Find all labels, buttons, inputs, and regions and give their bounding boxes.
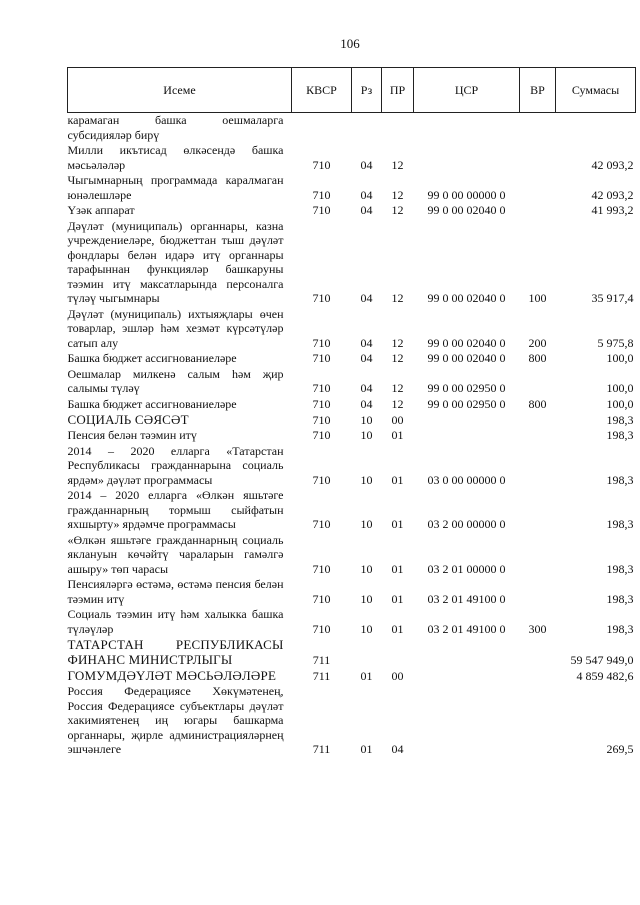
row-csr: 99 0 00 02950 0: [427, 381, 506, 395]
row-vr: 800: [528, 396, 547, 411]
row-pr: 12: [391, 187, 404, 202]
row-name: Башка бюджет ассигнованиеләре: [67, 351, 237, 365]
row-csr: [414, 143, 520, 173]
row-sum: 59 547 949,0: [570, 652, 634, 667]
row-kvsr: 711: [312, 742, 331, 756]
row-vr: [520, 668, 556, 684]
row-name: Чыгымнарның программада каралмаган юнәлешләре: [67, 173, 284, 202]
row-kvsr: 710: [312, 381, 331, 395]
row-sum: 4 859 482,6: [576, 668, 634, 683]
row-vr: [520, 637, 556, 668]
table-row: [68, 533, 636, 578]
row-pr: 01: [391, 428, 404, 442]
header-rz: Рз: [352, 68, 382, 113]
row-name: ГОМУМДӘҮЛӘТ МӘСЬӘЛӘЛӘРЕ: [67, 668, 277, 683]
row-sum: 100,0: [606, 396, 634, 411]
row-csr: 03 0 00 00000 0: [427, 472, 506, 487]
row-kvsr: 710: [312, 335, 331, 350]
row-csr: [414, 428, 520, 444]
table-row: [68, 577, 636, 607]
row-pr: 01: [391, 517, 404, 531]
row-name: Пенсия белән тәэмин итү: [67, 428, 197, 442]
table-row: [68, 203, 636, 219]
row-name: СОЦИАЛЬ СӘЯСӘТ: [67, 412, 189, 427]
row-rz: [352, 637, 382, 668]
row-vr: [520, 412, 556, 428]
row-kvsr: 710: [312, 157, 331, 172]
row-csr: 99 0 00 02950 0: [427, 396, 506, 411]
row-rz: 10: [360, 621, 373, 636]
row-sum: 42 093,2: [591, 157, 634, 172]
row-rz: 10: [360, 472, 373, 487]
budget-table: [67, 67, 636, 758]
row-csr: [414, 412, 520, 428]
row-rz: 01: [360, 668, 373, 683]
row-kvsr: 711: [312, 668, 331, 683]
row-kvsr: 710: [312, 203, 331, 217]
row-name: Оешмалар милкенә салым һәм җир салымы түләү: [67, 366, 284, 395]
row-rz: 04: [360, 396, 373, 411]
row-vr: 800: [528, 351, 547, 365]
row-vr: [520, 444, 556, 489]
row-sum: 42 093,2: [591, 187, 634, 202]
header-pr: ПР: [382, 68, 414, 113]
row-sum: [556, 113, 636, 144]
page-number: 106: [340, 36, 360, 51]
table-row: [68, 173, 636, 203]
row-kvsr: 710: [312, 621, 331, 636]
row-csr: 03 2 00 00000 0: [427, 517, 506, 531]
row-csr: 99 0 00 00000 0: [427, 187, 506, 202]
row-vr: [520, 488, 556, 533]
row-pr: [382, 113, 414, 144]
row-sum: 269,5: [606, 742, 634, 756]
row-name: Башка бюджет ассигнованиеләре: [67, 396, 237, 411]
row-csr: [414, 113, 520, 144]
row-kvsr: 710: [312, 428, 331, 442]
row-pr: 12: [391, 351, 404, 365]
row-rz: 04: [360, 187, 373, 202]
row-csr: [414, 637, 520, 668]
table-row: [68, 668, 636, 684]
row-csr: [414, 668, 520, 684]
row-name: Дәүләт (муниципаль) органнары, казна учреждениеләре, бюджеттан тыш дәүләт фондлары белән идарә итү органнары тарафыннан функцияләр башкаруны тәэмин итү максатларында персоналга түләү чыгымнары: [67, 218, 284, 305]
row-rz: 04: [360, 203, 373, 217]
row-name: «Өлкән яшьтәге гражданнарның социаль яклануын көчәйтү чараларын гамәлгә ашыру» төп чарасы: [67, 532, 284, 576]
row-csr: 99 0 00 02040 0: [427, 203, 506, 217]
row-sum: 100,0: [606, 351, 634, 365]
row-pr: 12: [391, 335, 404, 350]
row-sum: 198,3: [606, 621, 634, 636]
row-vr: [520, 203, 556, 219]
row-kvsr: 710: [312, 396, 331, 411]
row-kvsr: 710: [312, 472, 331, 487]
table-row: [68, 428, 636, 444]
table-row: [68, 351, 636, 367]
row-pr: 12: [391, 396, 404, 411]
header-sum: Суммасы: [556, 68, 636, 113]
row-kvsr: [292, 113, 352, 144]
table-row: [68, 607, 636, 637]
row-name: Социаль тәэмин итү һәм халыкка башка түләүләр: [67, 607, 284, 636]
row-pr: 01: [391, 591, 404, 606]
table-row: [68, 143, 636, 173]
row-kvsr: 710: [312, 591, 331, 606]
table-row: [68, 488, 636, 533]
row-rz: 10: [360, 591, 373, 606]
row-kvsr: 711: [312, 652, 331, 667]
table-row: [68, 637, 636, 668]
row-name: Үзәк аппарат: [67, 203, 135, 217]
row-pr: 12: [391, 203, 404, 217]
row-name: 2014 – 2020 елларга «Татарстан Республикасы гражданнарына социаль ярдәм» дәүләт программасы: [67, 443, 284, 487]
row-rz: 10: [360, 517, 373, 531]
row-rz: 10: [360, 561, 373, 576]
row-name: карамаган башка оешмаларга субсидияләр бирү: [67, 113, 284, 142]
row-vr: [520, 577, 556, 607]
row-rz: 04: [360, 381, 373, 395]
header-kvsr: КВСР: [292, 68, 352, 113]
row-pr: 00: [391, 412, 404, 427]
row-vr: 300: [528, 621, 547, 636]
row-sum: 5 975,8: [597, 335, 634, 350]
header-vr: ВР: [520, 68, 556, 113]
row-vr: [520, 533, 556, 578]
table-row: [68, 219, 636, 307]
row-vr: [520, 367, 556, 397]
table-row: [68, 412, 636, 428]
row-csr: [414, 684, 520, 758]
row-rz: 01: [360, 742, 373, 756]
row-vr: [520, 684, 556, 758]
row-sum: 100,0: [606, 381, 634, 395]
row-sum: 198,3: [606, 472, 634, 487]
row-csr: 99 0 00 02040 0: [427, 291, 506, 305]
row-rz: 04: [360, 291, 373, 305]
row-sum: 198,3: [606, 517, 634, 531]
row-rz: 04: [360, 157, 373, 172]
row-vr: [520, 173, 556, 203]
row-name: 2014 – 2020 елларга «Өлкән яшьтәге гражданнарның тормыш сыйфатын яхшырту» ярдәмче программасы: [67, 488, 284, 531]
row-kvsr: 710: [312, 351, 331, 365]
row-sum: 35 917,4: [591, 291, 634, 305]
row-pr: 04: [391, 742, 404, 756]
row-rz: 10: [360, 412, 373, 427]
row-name: Пенсияләргә өстәмә, өстәмә пенсия белән тәэмин итү: [67, 577, 284, 606]
row-vr: [520, 143, 556, 173]
row-sum: 198,3: [606, 428, 634, 442]
row-csr: 03 2 01 00000 0: [427, 561, 506, 576]
row-sum: 198,3: [606, 591, 634, 606]
row-kvsr: 710: [312, 412, 331, 427]
table-row: [68, 444, 636, 489]
row-name: Милли икътисад өлкәсендә башка мәсьәләләр: [67, 143, 284, 172]
row-csr: 99 0 00 02040 0: [427, 335, 506, 350]
row-vr: [520, 428, 556, 444]
row-rz: [352, 113, 382, 144]
row-sum: 198,3: [606, 561, 634, 576]
row-pr: [382, 637, 414, 668]
row-sum: 41 993,2: [591, 203, 634, 217]
row-name: Россия Федерациясе Хөкүмәтенең, Россия Федерациясе субъектлары дәүләт хакимиятенең иң югары башкарма органнары, җирле администрацияләрнең эшчәнлеге: [67, 684, 284, 756]
row-pr: 01: [391, 561, 404, 576]
row-kvsr: 710: [312, 291, 331, 305]
table-header-row: [68, 68, 636, 113]
row-pr: 12: [391, 291, 404, 305]
table-row: [68, 684, 636, 758]
table-row: [68, 367, 636, 397]
row-vr: 200: [528, 335, 547, 350]
row-pr: 01: [391, 472, 404, 487]
row-vr: [520, 113, 556, 144]
row-csr: 03 2 01 49100 0: [427, 621, 506, 636]
row-pr: 00: [391, 668, 404, 683]
row-rz: 10: [360, 428, 373, 442]
row-name: Дәүләт (муниципаль) ихтыяҗлары өчен товарлар, эшләр һәм хезмәт күрсәтүләр сатып алу: [67, 306, 284, 350]
row-kvsr: 710: [312, 517, 331, 531]
row-rz: 04: [360, 335, 373, 350]
row-vr: 100: [528, 291, 547, 305]
row-kvsr: 710: [312, 187, 331, 202]
table-row: [68, 113, 636, 144]
row-pr: 12: [391, 157, 404, 172]
header-name: Исеме: [68, 68, 292, 113]
row-csr: 99 0 00 02040 0: [427, 351, 506, 365]
header-csr: ЦСР: [414, 68, 520, 113]
row-sum: 198,3: [606, 412, 634, 427]
row-pr: 01: [391, 621, 404, 636]
row-kvsr: 710: [312, 561, 331, 576]
row-rz: 04: [360, 351, 373, 365]
row-name: ТАТАРСТАН РЕСПУБЛИКАСЫ ФИНАНС МИНИСТРЛЫГЫ: [67, 637, 284, 667]
table-row: [68, 397, 636, 413]
row-pr: 12: [391, 381, 404, 395]
table-row: [68, 307, 636, 352]
row-csr: 03 2 01 49100 0: [427, 591, 506, 606]
